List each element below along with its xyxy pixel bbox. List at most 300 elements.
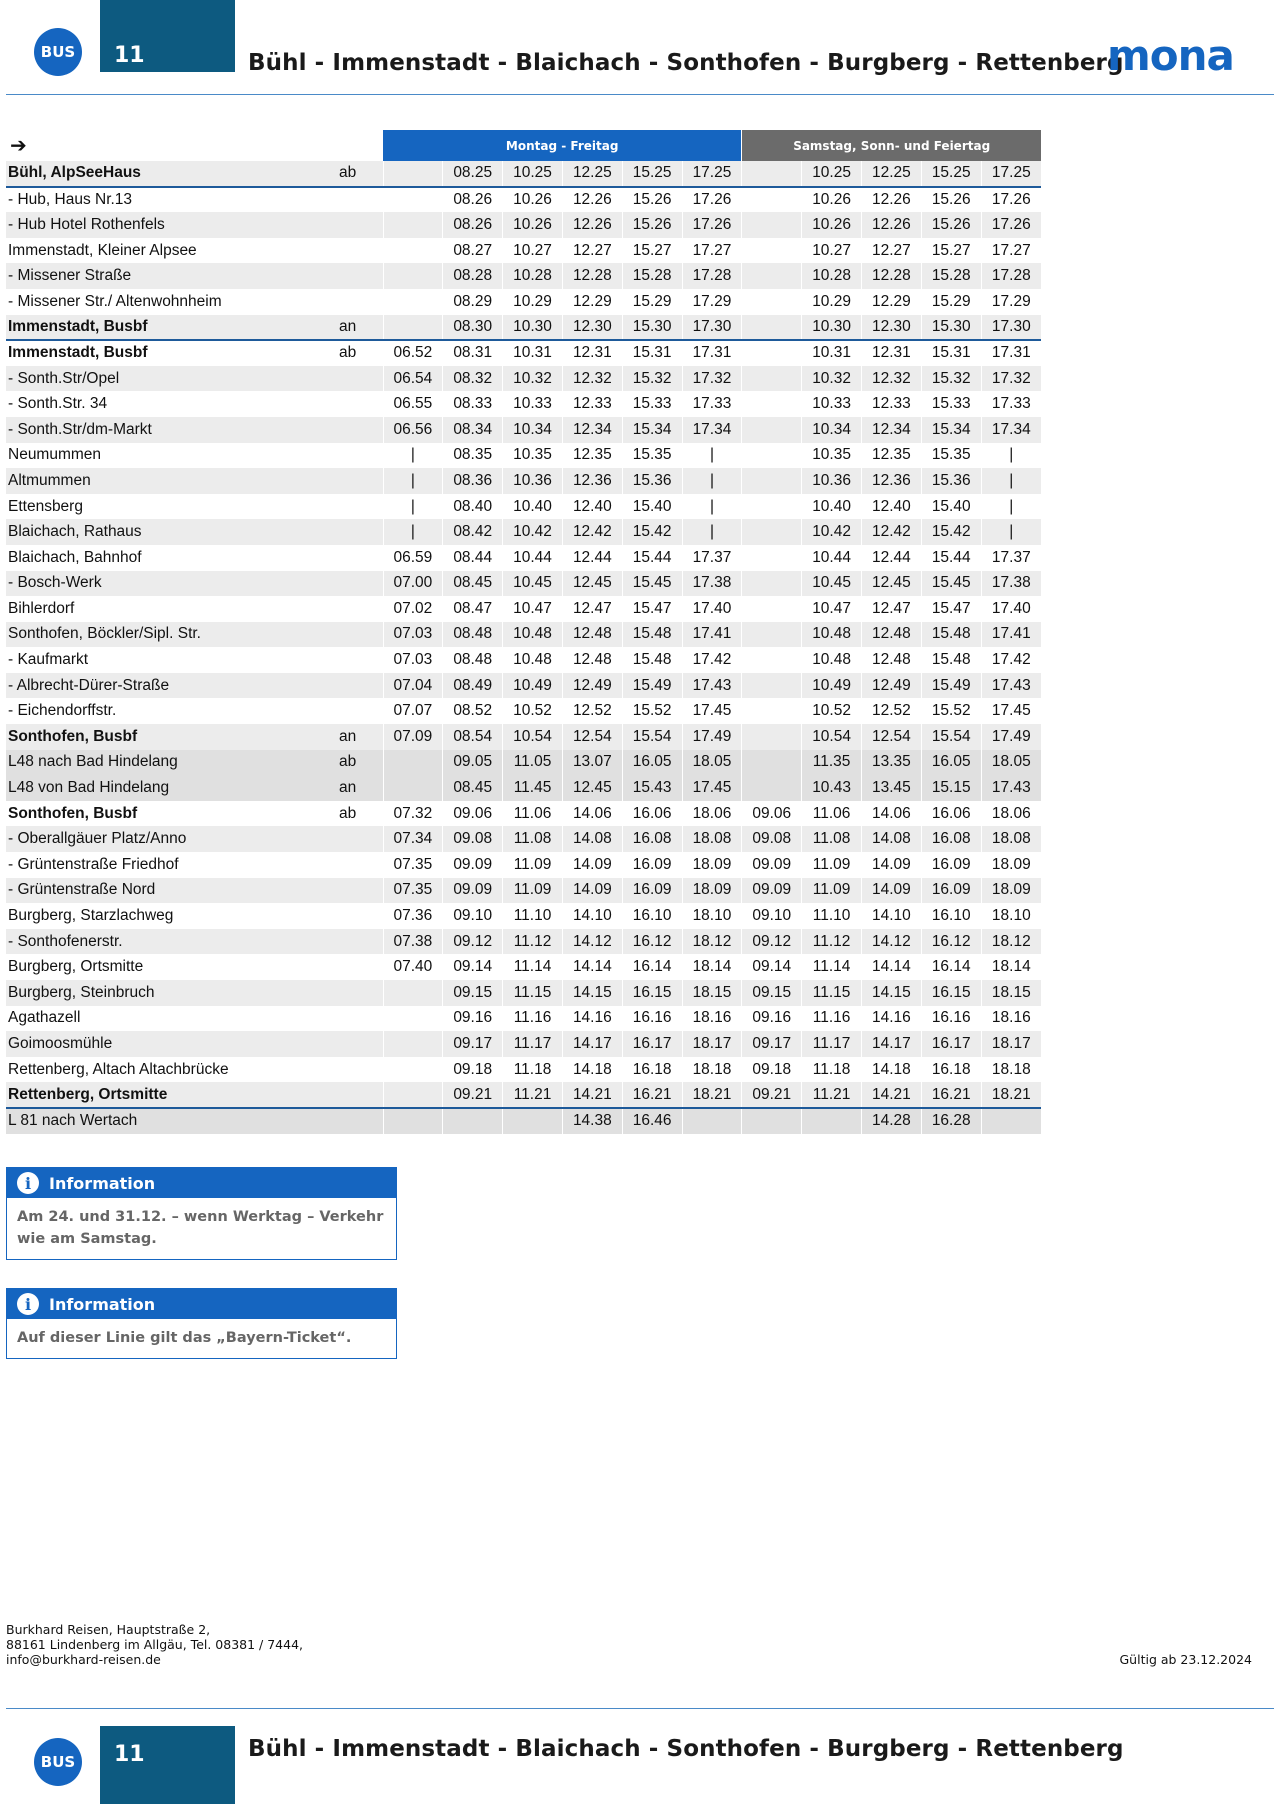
departure-time: 10.42 bbox=[802, 519, 862, 545]
route-title: Bühl - Immenstadt - Blaichach - Sonthofen - Burgberg - Rettenberg bbox=[248, 1736, 1124, 1762]
info-icon: i bbox=[17, 1172, 39, 1194]
departure-time bbox=[742, 212, 802, 238]
departure-time: 15.45 bbox=[921, 571, 981, 597]
departure-time: 07.40 bbox=[383, 954, 443, 980]
stop-name: Rettenberg, Altach Altachbrücke bbox=[8, 1060, 229, 1078]
departure-time: 15.44 bbox=[622, 545, 682, 571]
departure-time bbox=[742, 622, 802, 648]
departure-time: 11.09 bbox=[503, 878, 563, 904]
timetable-row bbox=[6, 622, 1041, 648]
departure-time: 10.26 bbox=[802, 212, 862, 238]
departure-time: 15.31 bbox=[622, 340, 682, 366]
departure-time: | bbox=[682, 443, 742, 469]
departure-time: 14.06 bbox=[562, 801, 622, 827]
departure-time: 12.44 bbox=[862, 545, 922, 571]
departure-time: 08.26 bbox=[443, 187, 503, 213]
departure-time: 12.28 bbox=[562, 263, 622, 289]
departure-time: 07.35 bbox=[383, 852, 443, 878]
departure-time bbox=[383, 1057, 443, 1083]
departure-time: 07.38 bbox=[383, 929, 443, 955]
timetable-row bbox=[6, 212, 1041, 238]
departure-time: 11.16 bbox=[802, 1006, 862, 1032]
departure-time: 09.10 bbox=[443, 903, 503, 929]
arrival-departure-marker bbox=[337, 494, 383, 520]
departure-time: 10.27 bbox=[802, 238, 862, 264]
stop-name: - Sonth.Str. 34 bbox=[8, 395, 108, 413]
line-number: 11 bbox=[100, 1726, 235, 1804]
departure-time: 14.10 bbox=[562, 903, 622, 929]
departure-time: 10.29 bbox=[503, 289, 563, 315]
departure-time: 09.09 bbox=[742, 852, 802, 878]
departure-time: 06.52 bbox=[383, 340, 443, 366]
departure-time: 17.30 bbox=[682, 315, 742, 341]
departure-time: 10.48 bbox=[503, 622, 563, 648]
departure-time: 18.18 bbox=[682, 1057, 742, 1083]
departure-time: 17.31 bbox=[682, 340, 742, 366]
departure-time: 18.16 bbox=[682, 1006, 742, 1032]
departure-time: 10.33 bbox=[503, 391, 563, 417]
departure-time: | bbox=[981, 494, 1041, 520]
arrival-departure-marker bbox=[337, 289, 383, 315]
departure-time: 15.54 bbox=[921, 724, 981, 750]
departure-time: 09.15 bbox=[742, 980, 802, 1006]
departure-time: 12.42 bbox=[562, 519, 622, 545]
timetable-row bbox=[6, 494, 1041, 520]
departure-time: 17.26 bbox=[682, 212, 742, 238]
departure-time: 11.45 bbox=[503, 775, 563, 801]
timetable-row bbox=[6, 954, 1041, 980]
departure-time bbox=[742, 698, 802, 724]
arrival-departure-marker bbox=[337, 1006, 383, 1032]
stop-name: - Grüntenstraße Nord bbox=[6, 878, 337, 904]
departure-time: 12.29 bbox=[862, 289, 922, 315]
departure-time bbox=[742, 289, 802, 315]
departure-time: 08.26 bbox=[443, 212, 503, 238]
departure-time: 14.16 bbox=[562, 1006, 622, 1032]
timetable-row bbox=[6, 238, 1041, 264]
stop-name: Rettenberg, Ortsmitte bbox=[6, 1082, 337, 1108]
departure-time: 08.29 bbox=[443, 289, 503, 315]
departure-time: 15.34 bbox=[622, 417, 682, 443]
departure-time bbox=[383, 775, 443, 801]
timetable-row bbox=[6, 698, 1041, 724]
mona-logo bbox=[1107, 36, 1252, 76]
departure-time: 09.18 bbox=[443, 1057, 503, 1083]
departure-time: 09.10 bbox=[742, 903, 802, 929]
departure-time bbox=[742, 519, 802, 545]
timetable-row bbox=[6, 519, 1041, 545]
departure-time: 10.48 bbox=[802, 622, 862, 648]
departure-time: | bbox=[383, 494, 443, 520]
stop-name: Ettensberg bbox=[8, 497, 83, 515]
departure-time: 15.52 bbox=[622, 698, 682, 724]
departure-time: 11.15 bbox=[503, 980, 563, 1006]
departure-time: 17.25 bbox=[981, 161, 1041, 187]
departure-time: 15.29 bbox=[622, 289, 682, 315]
departure-time: | bbox=[981, 443, 1041, 469]
mona-logo-text: mona bbox=[1107, 36, 1234, 76]
departure-time: 12.31 bbox=[562, 340, 622, 366]
departure-time: 14.09 bbox=[562, 878, 622, 904]
departure-time: 14.21 bbox=[862, 1082, 922, 1108]
departure-time: 15.44 bbox=[921, 545, 981, 571]
arrival-departure-marker: an bbox=[337, 315, 383, 341]
departure-time: 18.08 bbox=[682, 826, 742, 852]
arrival-departure-marker bbox=[337, 187, 383, 213]
departure-time: 10.48 bbox=[503, 647, 563, 673]
arrival-departure-marker bbox=[337, 238, 383, 264]
departure-time: 17.34 bbox=[682, 417, 742, 443]
departure-time bbox=[742, 161, 802, 187]
timetable-row bbox=[6, 391, 1041, 417]
timetable-row bbox=[6, 647, 1041, 673]
departure-time: 09.16 bbox=[443, 1006, 503, 1032]
departure-time: 18.15 bbox=[981, 980, 1041, 1006]
departure-time: 07.09 bbox=[383, 724, 443, 750]
timetable-row bbox=[6, 315, 1041, 341]
departure-time: 10.34 bbox=[802, 417, 862, 443]
departure-time: 12.36 bbox=[862, 468, 922, 494]
departure-time bbox=[742, 187, 802, 213]
departure-time: 17.38 bbox=[981, 571, 1041, 597]
departure-time: 11.09 bbox=[802, 852, 862, 878]
departure-time: 15.25 bbox=[622, 161, 682, 187]
line-number: 11 bbox=[100, 0, 235, 72]
departure-time: 07.00 bbox=[383, 571, 443, 597]
timetable-row bbox=[6, 750, 1041, 776]
departure-time: 09.21 bbox=[443, 1082, 503, 1108]
stop-name: Altmummen bbox=[6, 468, 337, 494]
timetable-row bbox=[6, 161, 1041, 187]
departure-time: 11.06 bbox=[802, 801, 862, 827]
departure-time: 14.12 bbox=[562, 929, 622, 955]
departure-time: 09.08 bbox=[443, 826, 503, 852]
stop-name: L48 von Bad Hindelang bbox=[6, 775, 337, 801]
arrival-departure-marker bbox=[337, 1108, 383, 1134]
departure-time: 15.27 bbox=[921, 238, 981, 264]
departure-time: 12.47 bbox=[862, 596, 922, 622]
departure-time: 18.18 bbox=[981, 1057, 1041, 1083]
departure-time: 12.30 bbox=[862, 315, 922, 341]
departure-time: 16.06 bbox=[622, 801, 682, 827]
departure-time: 10.42 bbox=[503, 519, 563, 545]
timetable-row bbox=[6, 545, 1041, 571]
departure-time bbox=[802, 1108, 862, 1134]
departure-time: 14.08 bbox=[862, 826, 922, 852]
timetable-row bbox=[6, 443, 1041, 469]
departure-time: 18.09 bbox=[981, 878, 1041, 904]
departure-time: 15.29 bbox=[921, 289, 981, 315]
departure-time: 10.31 bbox=[503, 340, 563, 366]
departure-time: 08.54 bbox=[443, 724, 503, 750]
departure-time: 17.45 bbox=[682, 698, 742, 724]
arrival-departure-marker bbox=[337, 571, 383, 597]
departure-time: 14.09 bbox=[562, 852, 622, 878]
departure-time: 08.49 bbox=[443, 673, 503, 699]
departure-time: 07.03 bbox=[383, 622, 443, 648]
departure-time: 10.29 bbox=[802, 289, 862, 315]
departure-time: 12.26 bbox=[562, 187, 622, 213]
stop-name: Burgberg, Ortsmitte bbox=[8, 958, 144, 976]
departure-time: 10.27 bbox=[503, 238, 563, 264]
departure-time: 18.17 bbox=[682, 1031, 742, 1057]
departure-time: 18.05 bbox=[682, 750, 742, 776]
departure-time: 11.08 bbox=[503, 826, 563, 852]
departure-time: 10.34 bbox=[503, 417, 563, 443]
departure-time: 11.08 bbox=[802, 826, 862, 852]
departure-time: 18.09 bbox=[981, 852, 1041, 878]
departure-time: 12.54 bbox=[862, 724, 922, 750]
departure-time bbox=[383, 750, 443, 776]
departure-time: 11.21 bbox=[802, 1082, 862, 1108]
timetable-row bbox=[6, 596, 1041, 622]
departure-time: 09.14 bbox=[443, 954, 503, 980]
departure-time: 18.06 bbox=[981, 801, 1041, 827]
departure-time: 08.44 bbox=[443, 545, 503, 571]
departure-time: 17.28 bbox=[981, 263, 1041, 289]
departure-time: 14.08 bbox=[562, 826, 622, 852]
info-box-header bbox=[7, 1168, 396, 1198]
valid-from: Gültig ab 23.12.2024 bbox=[1119, 1652, 1252, 1667]
timetable-row bbox=[6, 340, 1041, 366]
departure-time: 13.35 bbox=[862, 750, 922, 776]
departure-time: 10.44 bbox=[503, 545, 563, 571]
departure-time bbox=[682, 1108, 742, 1134]
arrival-departure-marker: an bbox=[337, 724, 383, 750]
departure-time: 15.32 bbox=[622, 366, 682, 392]
arrival-departure-marker bbox=[337, 852, 383, 878]
departure-time: 07.03 bbox=[383, 647, 443, 673]
departure-time: 12.32 bbox=[862, 366, 922, 392]
departure-time: 17.28 bbox=[682, 263, 742, 289]
departure-time: 08.28 bbox=[443, 263, 503, 289]
departure-time: 17.43 bbox=[981, 673, 1041, 699]
stop-name: - Kaufmarkt bbox=[8, 651, 89, 669]
departure-time: 08.32 bbox=[443, 366, 503, 392]
departure-time: 14.14 bbox=[862, 954, 922, 980]
departure-time: 09.14 bbox=[742, 954, 802, 980]
arrival-departure-marker: ab bbox=[339, 804, 357, 822]
departure-time: 06.55 bbox=[383, 391, 443, 417]
departure-time: 08.48 bbox=[443, 622, 503, 648]
departure-time: 06.56 bbox=[383, 417, 443, 443]
departure-time: 14.21 bbox=[562, 1082, 622, 1108]
departure-time: 12.48 bbox=[562, 622, 622, 648]
stop-name: Immenstadt, Kleiner Alpsee bbox=[8, 241, 197, 259]
stop-name: - Missener Straße bbox=[6, 263, 337, 289]
departure-time: 11.18 bbox=[503, 1057, 563, 1083]
departure-time: 11.06 bbox=[503, 801, 563, 827]
departure-time: 15.42 bbox=[622, 519, 682, 545]
departure-time: 08.42 bbox=[443, 519, 503, 545]
departure-time: 11.35 bbox=[802, 750, 862, 776]
departure-time bbox=[383, 161, 443, 187]
departure-time bbox=[742, 238, 802, 264]
departure-time: 15.28 bbox=[921, 263, 981, 289]
departure-time bbox=[742, 315, 802, 341]
departure-time: 16.05 bbox=[921, 750, 981, 776]
departure-time: 17.40 bbox=[981, 596, 1041, 622]
departure-time: 18.21 bbox=[682, 1082, 742, 1108]
departure-time: 10.54 bbox=[503, 724, 563, 750]
departure-time: 09.05 bbox=[443, 750, 503, 776]
timetable-row bbox=[6, 724, 1041, 750]
departure-time: 17.29 bbox=[682, 289, 742, 315]
arrival-departure-marker bbox=[337, 929, 383, 955]
departure-time: 12.54 bbox=[562, 724, 622, 750]
departure-time bbox=[981, 1108, 1041, 1134]
departure-time: 11.15 bbox=[802, 980, 862, 1006]
departure-time: 17.33 bbox=[682, 391, 742, 417]
departure-time: 18.08 bbox=[981, 826, 1041, 852]
departure-time: 11.14 bbox=[802, 954, 862, 980]
arrival-departure-marker bbox=[337, 903, 383, 929]
stop-name: - Sonth.Str/dm-Markt bbox=[6, 417, 337, 443]
departure-time: 16.14 bbox=[921, 954, 981, 980]
departure-time: 12.32 bbox=[562, 366, 622, 392]
departure-time: 14.14 bbox=[562, 954, 622, 980]
departure-time: 17.25 bbox=[682, 161, 742, 187]
departure-time bbox=[742, 263, 802, 289]
departure-time: 12.36 bbox=[562, 468, 622, 494]
departure-time bbox=[742, 596, 802, 622]
address-line: Burkhard Reisen, Hauptstraße 2, bbox=[6, 1622, 211, 1637]
departure-time: 09.17 bbox=[443, 1031, 503, 1057]
departure-time: 14.38 bbox=[562, 1108, 622, 1134]
arrival-departure-marker bbox=[337, 468, 383, 494]
departure-time: 15.32 bbox=[921, 366, 981, 392]
departure-time: 15.54 bbox=[622, 724, 682, 750]
departure-time bbox=[742, 545, 802, 571]
departure-time: 10.44 bbox=[802, 545, 862, 571]
stop-name: Immenstadt, Busbf bbox=[6, 315, 337, 341]
stop-name: - Hub, Haus Nr.13 bbox=[8, 190, 133, 208]
stop-name: Bihlerdorf bbox=[8, 599, 75, 617]
arrival-departure-marker bbox=[337, 596, 383, 622]
departure-time: 16.12 bbox=[622, 929, 682, 955]
departure-time: 14.09 bbox=[862, 878, 922, 904]
departure-time: 14.28 bbox=[862, 1108, 922, 1134]
departure-time: 11.10 bbox=[503, 903, 563, 929]
departure-time: 14.18 bbox=[562, 1057, 622, 1083]
info-box-text: Auf dieser Linie gilt das „Bayern-Ticket“. bbox=[17, 1330, 352, 1346]
timetable-row bbox=[6, 673, 1041, 699]
departure-time bbox=[742, 571, 802, 597]
departure-time: 18.05 bbox=[981, 750, 1041, 776]
departure-time: 16.28 bbox=[921, 1108, 981, 1134]
timetable-row bbox=[6, 1057, 1041, 1083]
departure-time: 12.25 bbox=[562, 161, 622, 187]
departure-time: 18.17 bbox=[981, 1031, 1041, 1057]
timetable-row bbox=[6, 366, 1041, 392]
departure-time: 10.30 bbox=[802, 315, 862, 341]
departure-time: 11.16 bbox=[503, 1006, 563, 1032]
arrival-departure-marker: ab bbox=[337, 161, 383, 187]
departure-time: 12.26 bbox=[862, 187, 922, 213]
departure-time: 08.52 bbox=[443, 698, 503, 724]
departure-time: 12.52 bbox=[562, 698, 622, 724]
departure-time: 12.49 bbox=[562, 673, 622, 699]
departure-time: 14.17 bbox=[562, 1031, 622, 1057]
arrival-departure-marker bbox=[337, 212, 383, 238]
stop-name: Sonthofen, Busbf bbox=[6, 724, 337, 750]
stop-name: Burgberg, Starzlachweg bbox=[8, 907, 174, 925]
departure-time: 17.45 bbox=[981, 698, 1041, 724]
departure-time: 18.09 bbox=[682, 852, 742, 878]
stop-name: - Sonth.Str/Opel bbox=[6, 366, 337, 392]
arrival-departure-marker bbox=[337, 954, 383, 980]
departure-time: 18.10 bbox=[981, 903, 1041, 929]
departure-time: 10.49 bbox=[503, 673, 563, 699]
departure-time: 12.40 bbox=[562, 494, 622, 520]
departure-time: 10.35 bbox=[503, 443, 563, 469]
bus-badge: BUS bbox=[34, 1738, 82, 1786]
info-box-text: Am 24. und 31.12. – wenn Werktag – Verkehr wie am Samstag. bbox=[17, 1209, 384, 1247]
info-box-title: Information bbox=[49, 1294, 156, 1314]
departure-time: 12.33 bbox=[562, 391, 622, 417]
departure-time: 12.40 bbox=[862, 494, 922, 520]
departure-time: 11.21 bbox=[503, 1082, 563, 1108]
departure-time: 18.15 bbox=[682, 980, 742, 1006]
arrival-departure-marker bbox=[337, 366, 383, 392]
stop-name: Neumummen bbox=[8, 446, 102, 464]
departure-time: 08.31 bbox=[443, 340, 503, 366]
arrival-departure-marker: an bbox=[337, 775, 383, 801]
departure-time: 17.43 bbox=[981, 775, 1041, 801]
departure-time: 10.52 bbox=[802, 698, 862, 724]
stop-name: Bühl, AlpSeeHaus bbox=[6, 161, 337, 187]
departure-time: 11.05 bbox=[503, 750, 563, 776]
weekday-header: Montag - Freitag bbox=[383, 130, 742, 161]
arrival-departure-marker bbox=[337, 391, 383, 417]
departure-time: 10.47 bbox=[802, 596, 862, 622]
departure-time: 17.32 bbox=[682, 366, 742, 392]
departure-time: 16.46 bbox=[622, 1108, 682, 1134]
departure-time: 17.41 bbox=[981, 622, 1041, 648]
departure-time: | bbox=[682, 468, 742, 494]
departure-time: 10.45 bbox=[802, 571, 862, 597]
timetable-row bbox=[6, 980, 1041, 1006]
departure-time: 09.09 bbox=[443, 878, 503, 904]
departure-time bbox=[742, 647, 802, 673]
departure-time: 16.15 bbox=[622, 980, 682, 1006]
timetable-row bbox=[6, 1006, 1041, 1032]
departure-time: 17.29 bbox=[981, 289, 1041, 315]
departure-time: 08.33 bbox=[443, 391, 503, 417]
departure-time: 16.17 bbox=[622, 1031, 682, 1057]
departure-time: 16.16 bbox=[622, 1006, 682, 1032]
departure-time: 07.36 bbox=[383, 903, 443, 929]
departure-time: 16.18 bbox=[921, 1057, 981, 1083]
departure-time bbox=[443, 1108, 503, 1134]
arrival-departure-marker bbox=[337, 545, 383, 571]
departure-time: 17.26 bbox=[682, 187, 742, 213]
departure-time bbox=[383, 289, 443, 315]
departure-time: 07.34 bbox=[383, 826, 443, 852]
departure-time bbox=[742, 391, 802, 417]
departure-time: 10.26 bbox=[802, 187, 862, 213]
page-header bbox=[0, 0, 1280, 95]
departure-time: 10.45 bbox=[503, 571, 563, 597]
address-email: info@burkhard-reisen.de bbox=[6, 1652, 161, 1667]
departure-time bbox=[742, 1108, 802, 1134]
departure-time: 12.27 bbox=[862, 238, 922, 264]
departure-time: 17.38 bbox=[682, 571, 742, 597]
departure-time: 09.08 bbox=[742, 826, 802, 852]
departure-time: 16.08 bbox=[921, 826, 981, 852]
departure-time: 08.36 bbox=[443, 468, 503, 494]
departure-time: 09.12 bbox=[443, 929, 503, 955]
